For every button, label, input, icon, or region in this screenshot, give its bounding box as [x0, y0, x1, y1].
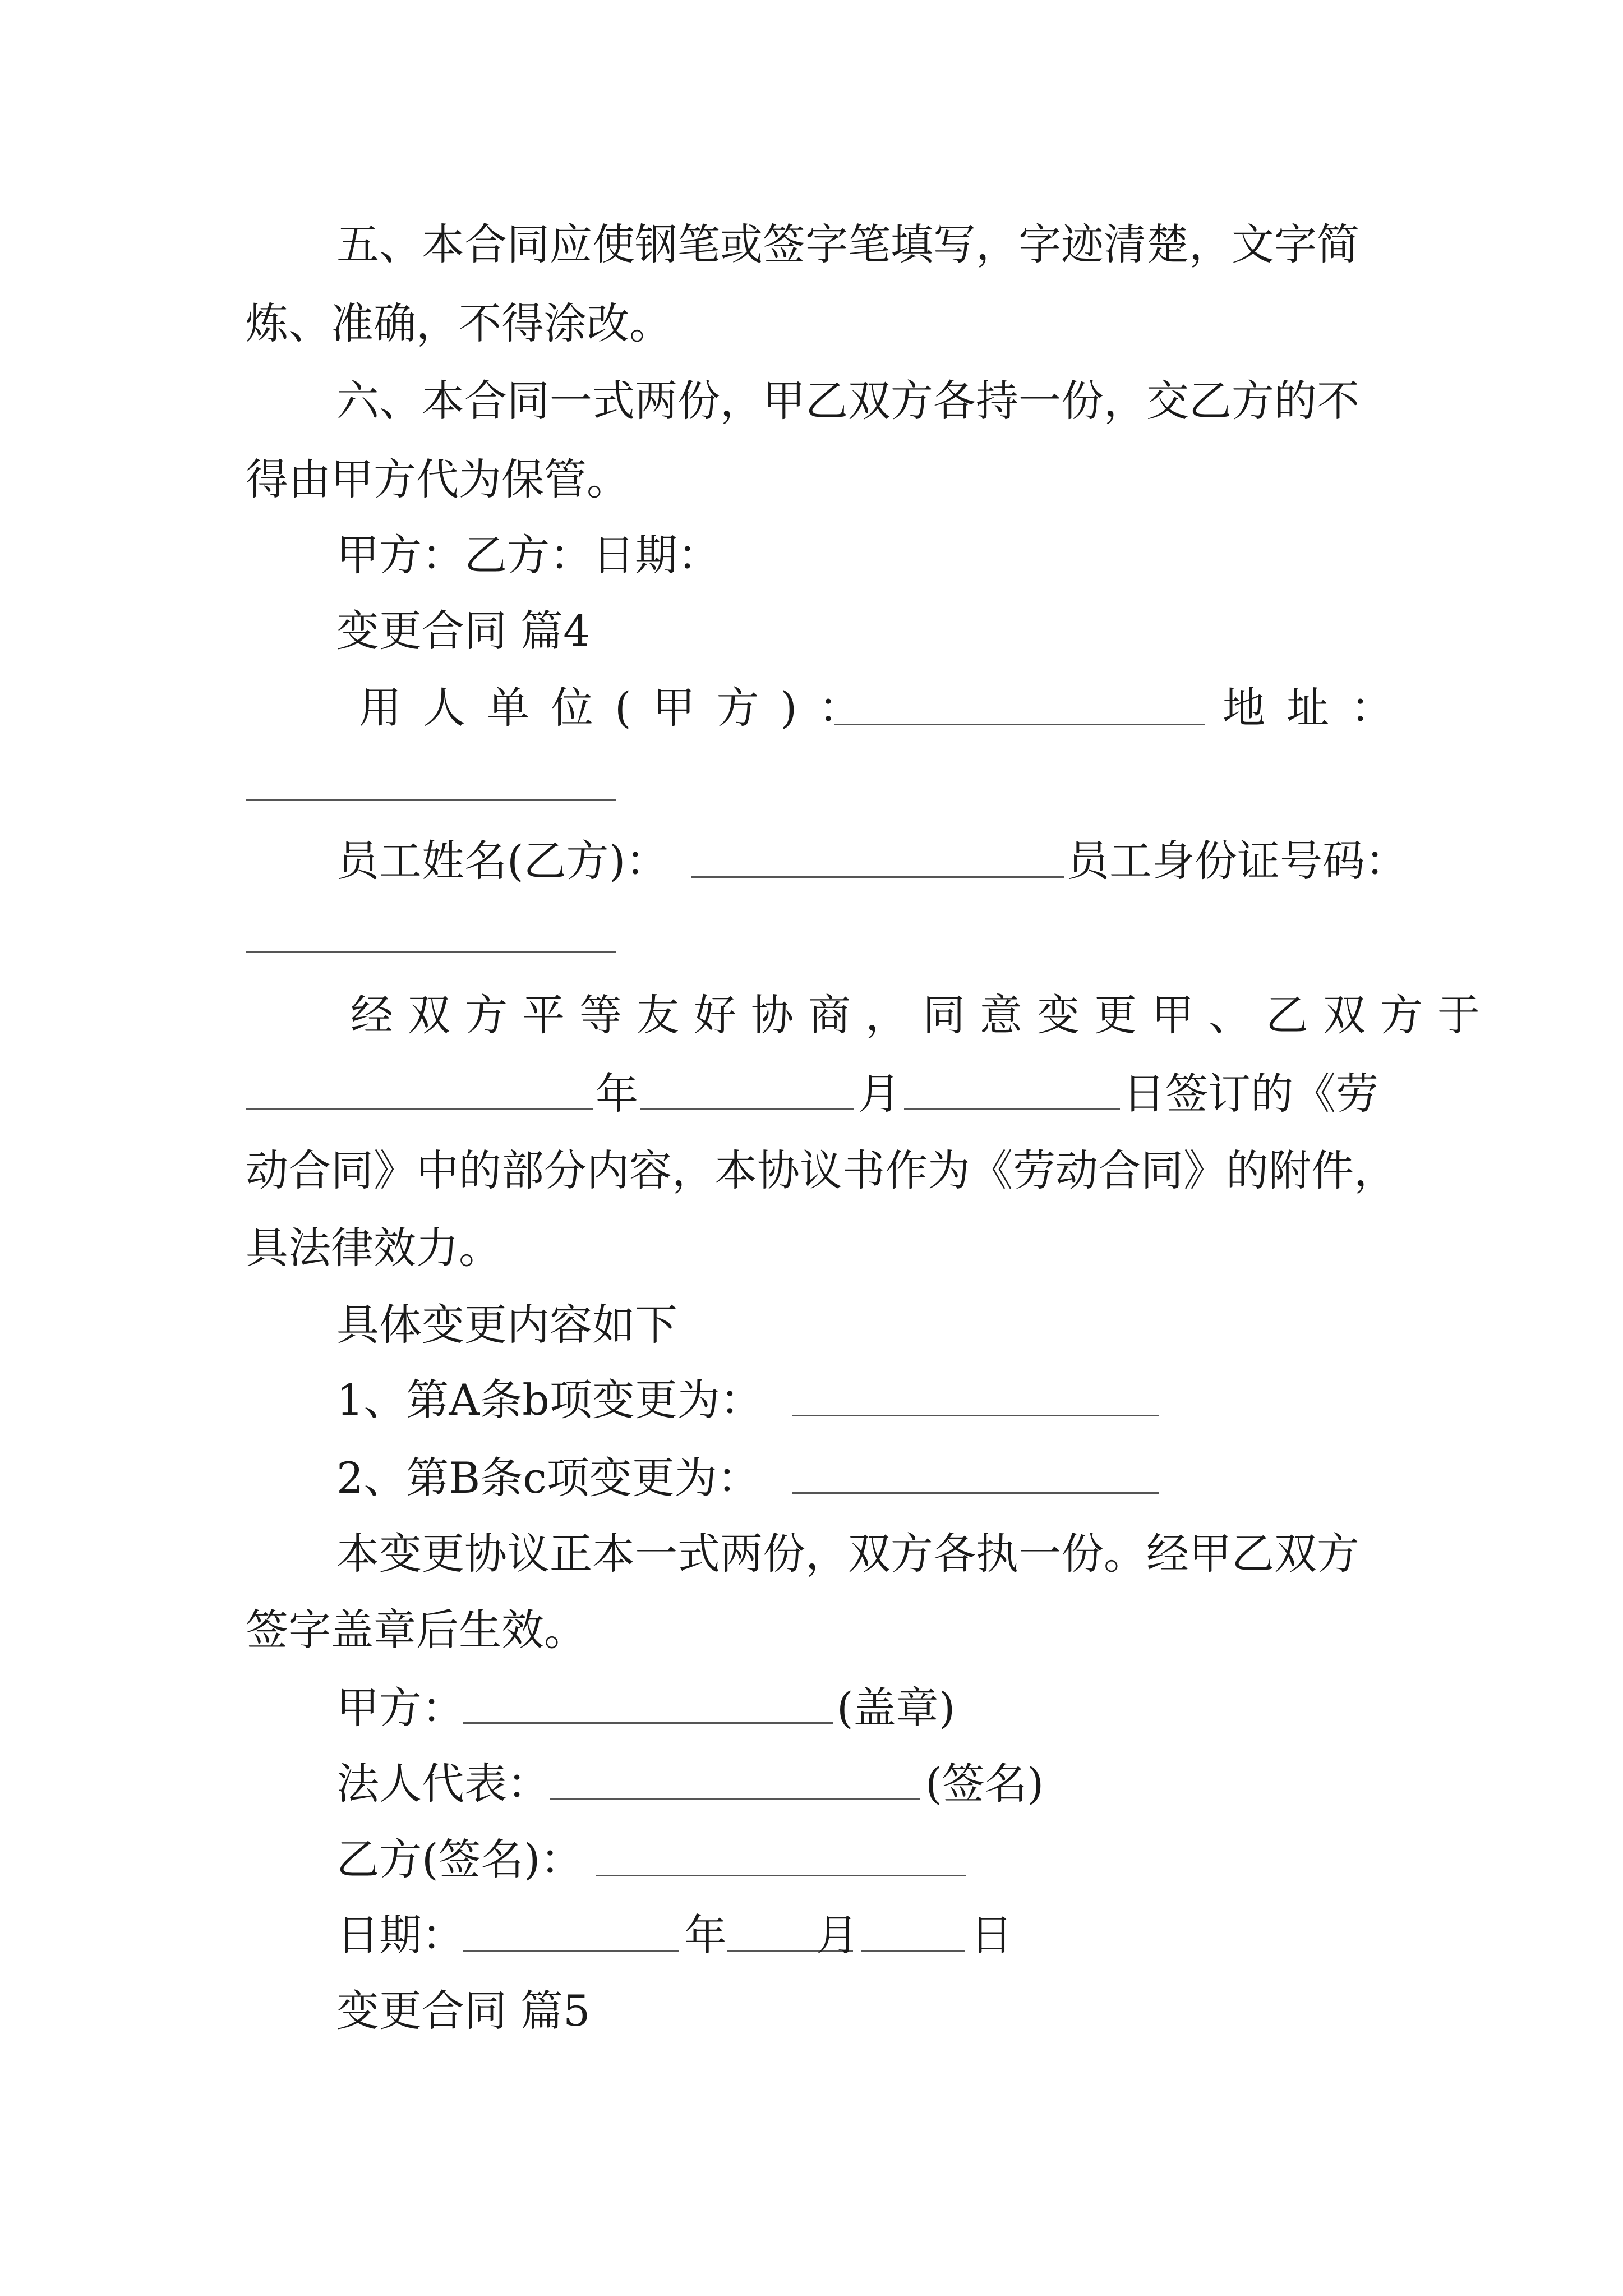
date-label: 日期：: [336, 1910, 464, 1960]
section-4-title: 变更合同 篇4: [336, 606, 591, 656]
legal-rep-blank[interactable]: [550, 1798, 920, 1800]
date-month-label: 月: [816, 1910, 859, 1960]
agreement-line-3: 动合同》中的部分内容，本协议书作为《劳动合同》的附件，: [246, 1145, 1396, 1195]
change-1-blank[interactable]: [792, 1415, 1159, 1416]
party-a-seal: (盖章): [837, 1683, 956, 1733]
changes-heading: 具体变更内容如下: [336, 1300, 677, 1350]
change-2-blank[interactable]: [792, 1492, 1159, 1494]
agreement-line-1: 经双方平等友好协商，同意变更甲、乙双方于: [351, 990, 1495, 1040]
employee-name-blank[interactable]: [691, 876, 1064, 878]
agreement-year-label: 年: [596, 1069, 638, 1119]
address-label: 地址：: [1223, 683, 1414, 733]
closing-line-1: 本变更协议正本一式两份，双方各执一份。经甲乙双方: [336, 1529, 1359, 1579]
employer-blank[interactable]: [834, 724, 1205, 725]
closing-line-2: 签字盖章后生效。: [246, 1605, 587, 1655]
item-6-line-1: 六、本合同一式两份，甲乙双方各持一份，交乙方的不: [336, 376, 1359, 426]
signature-summary: 甲方：乙方：日期：: [336, 530, 720, 580]
item-6-line-2: 得由甲方代为保管。: [246, 454, 629, 504]
agreement-day-blank[interactable]: [904, 1108, 1120, 1110]
agreement-line-4: 具法律效力。: [246, 1223, 501, 1273]
party-a-blank[interactable]: [463, 1722, 833, 1724]
section-5-title: 变更合同 篇5: [336, 1986, 591, 2036]
party-a-label: 甲方：: [336, 1683, 464, 1733]
legal-rep-label: 法人代表：: [336, 1759, 550, 1809]
change-2-label: 2、第B条c项变更为：: [336, 1453, 760, 1503]
agreement-year-blank[interactable]: [246, 1108, 593, 1110]
date-year-blank[interactable]: [463, 1950, 679, 1952]
change-1-label: 1、第A条b项变更为：: [336, 1375, 763, 1425]
employer-line: [359, 680, 882, 736]
agreement-month-blank[interactable]: [640, 1108, 854, 1110]
item-5-line-1: 五、本合同应使钢笔或签字笔填写，字迹清楚，文字简: [336, 219, 1359, 269]
employee-id-blank[interactable]: [246, 951, 616, 953]
address-blank[interactable]: [246, 799, 616, 801]
date-day-blank[interactable]: [861, 1950, 965, 1952]
agreement-month-label: 月: [858, 1069, 901, 1119]
date-day-label: 日: [970, 1910, 1013, 1960]
employer-label: 用人单位(甲方)：: [359, 683, 883, 733]
party-b-label: 乙方(签名)：: [336, 1834, 583, 1884]
legal-rep-sign: (签名): [925, 1759, 1044, 1809]
item-5-line-2: 炼、准确，不得涂改。: [246, 298, 672, 348]
party-b-blank[interactable]: [596, 1875, 966, 1876]
agreement-day-text: 日签订的《劳: [1123, 1069, 1378, 1119]
employee-name-label: 员工姓名(乙方)：: [336, 836, 668, 886]
date-year-label: 年: [684, 1910, 727, 1960]
employee-id-label: 员工身份证号码：: [1067, 836, 1408, 886]
